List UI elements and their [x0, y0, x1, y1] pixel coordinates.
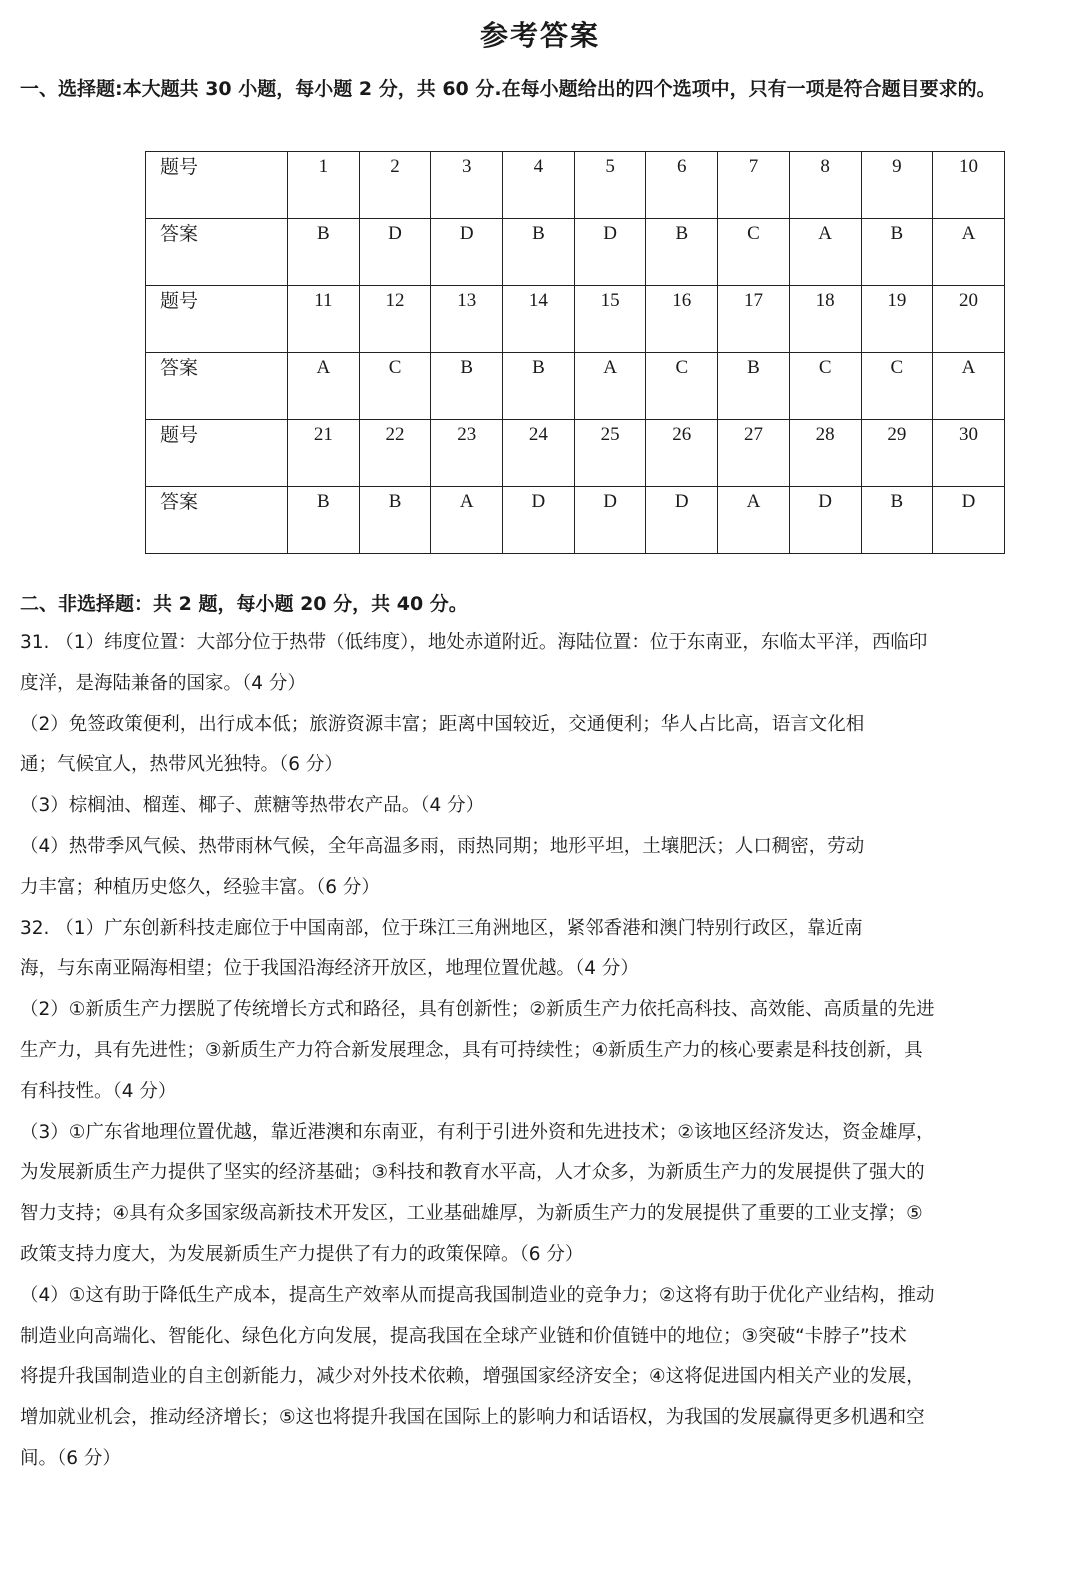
- answer-line: 制造业向高端化、智能化、绿色化方向发展，提高我国在全球产业链和价值链中的地位；③突破“卡脖子”技术: [20, 1325, 907, 1347]
- table-cell: B: [503, 219, 575, 286]
- answer-line: 智力支持；④具有众多国家级高新技术开发区，工业基础雄厚，为新质生产力的发展提供了重要的工业支撑；⑤: [20, 1203, 923, 1225]
- answer-line: 增加就业机会，推动经济增长；⑤这也将提升我国在国际上的影响力和话语权，为我国的发展赢得更多机遇和空: [20, 1407, 925, 1429]
- table-cell: D: [431, 219, 503, 286]
- row-label: 题号: [146, 420, 288, 487]
- table-cell: C: [718, 219, 790, 286]
- table-cell: 8: [789, 152, 861, 219]
- answer-line: 间。（6 分）: [20, 1447, 121, 1469]
- answer-table: [145, 151, 1005, 554]
- table-cell: 19: [861, 286, 933, 353]
- table-cell: A: [933, 219, 1005, 286]
- answer-line: 生产力，具有先进性；③新质生产力符合新发展理念，具有可持续性；④新质生产力的核心要素是科技创新，具: [20, 1039, 923, 1061]
- table-cell: B: [718, 353, 790, 420]
- table-cell: C: [861, 353, 933, 420]
- table-cell: 20: [933, 286, 1005, 353]
- table-row: [146, 353, 1005, 420]
- table-cell: 24: [503, 420, 575, 487]
- answer-line: 海，与东南亚隔海相望；位于我国沿海经济开放区，地理位置优越。（4 分）: [20, 958, 639, 980]
- table-cell: 21: [288, 420, 360, 487]
- answer-line: （4）①这有助于降低生产成本，提高生产效率从而提高我国制造业的竞争力；②这将有助于优化产业结构，推动: [20, 1284, 935, 1306]
- answer-line: 力丰富；种植历史悠久，经验丰富。（6 分）: [20, 876, 380, 898]
- answer-line: （3）棕榈油、榴莲、椰子、蔗糖等热带农产品。（4 分）: [20, 795, 485, 817]
- table-cell: 6: [646, 152, 718, 219]
- table-cell: 10: [933, 152, 1005, 219]
- table-cell: 29: [861, 420, 933, 487]
- table-cell: 12: [359, 286, 431, 353]
- row-label: 题号: [146, 286, 288, 353]
- table-cell: 11: [288, 286, 360, 353]
- table-cell: 2: [359, 152, 431, 219]
- answer-line: 度洋，是海陆兼备的国家。（4 分）: [20, 672, 306, 694]
- table-cell: B: [861, 219, 933, 286]
- table-cell: D: [574, 487, 646, 554]
- table-cell: A: [718, 487, 790, 554]
- table-cell: C: [359, 353, 431, 420]
- answer-line: 有科技性。（4 分）: [20, 1080, 177, 1102]
- table-cell: A: [789, 219, 861, 286]
- answer-line: （4）热带季风气候、热带雨林气候，全年高温多雨，雨热同期；地形平坦，土壤肥沃；人口稠密，劳动: [20, 835, 865, 857]
- table-cell: 18: [789, 286, 861, 353]
- answer-line: 将提升我国制造业的自主创新能力，减少对外技术依赖，增强国家经济安全；④这将促进国内相关产业的发展，: [20, 1366, 925, 1388]
- table-cell: C: [789, 353, 861, 420]
- row-label: 答案: [146, 487, 288, 554]
- answer-line: （2）免签政策便利，出行成本低；旅游资源丰富；距离中国较近，交通便利；华人占比高，语言文化相: [20, 713, 865, 735]
- table-cell: 15: [574, 286, 646, 353]
- answer-line: 31. （1）纬度位置：大部分位于热带（低纬度），地处赤道附近。海陆位置：位于东南亚，东临太平洋，西临印: [20, 632, 928, 653]
- table-cell: 13: [431, 286, 503, 353]
- table-cell: B: [359, 487, 431, 554]
- table-cell: 5: [574, 152, 646, 219]
- table-cell: 16: [646, 286, 718, 353]
- row-label: 答案: [146, 219, 288, 286]
- table-cell: 9: [861, 152, 933, 219]
- table-cell: B: [503, 353, 575, 420]
- table-cell: D: [359, 219, 431, 286]
- table-cell: B: [288, 219, 360, 286]
- page-title: 参考答案: [479, 19, 600, 52]
- answer-line: 32. （1）广东创新科技走廊位于中国南部，位于珠江三角洲地区，紧邻香港和澳门特别行政区，靠近南: [20, 917, 863, 939]
- table-cell: 23: [431, 420, 503, 487]
- table-cell: D: [789, 487, 861, 554]
- answer-line: （3）①广东省地理位置优越，靠近港澳和东南亚，有利于引进外资和先进技术；②该地区经济发达，资金雄厚，: [20, 1121, 935, 1143]
- table-cell: D: [503, 487, 575, 554]
- answer-line: 政策支持力度大，为发展新质生产力提供了有力的政策保障。（6 分）: [20, 1243, 584, 1265]
- table-cell: 1: [288, 152, 360, 219]
- table-cell: D: [646, 487, 718, 554]
- answer-line: 为发展新质生产力提供了坚实的经济基础；③科技和教育水平高，人才众多，为新质生产力的发展提供了强大的: [20, 1162, 925, 1184]
- table-row: [146, 152, 1005, 219]
- table-cell: 26: [646, 420, 718, 487]
- table-cell: D: [574, 219, 646, 286]
- table-cell: B: [646, 219, 718, 286]
- table-cell: 7: [718, 152, 790, 219]
- answer-body: [20, 623, 1065, 1480]
- table-cell: A: [431, 487, 503, 554]
- section1-heading: 一、选择题:本大题共 30 小题，每小题 2 分，共 60 分.在每小题给出的四个选项中，只有一项是符合题目要求的。: [20, 78, 996, 100]
- table-cell: 22: [359, 420, 431, 487]
- table-cell: 27: [718, 420, 790, 487]
- table-cell: A: [288, 353, 360, 420]
- table-cell: B: [431, 353, 503, 420]
- table-row: [146, 286, 1005, 353]
- row-label: 答案: [146, 353, 288, 420]
- table-cell: 4: [503, 152, 575, 219]
- table-cell: 25: [574, 420, 646, 487]
- table-cell: 28: [789, 420, 861, 487]
- table-cell: 30: [933, 420, 1005, 487]
- row-label: 题号: [146, 152, 288, 219]
- table-row: [146, 219, 1005, 286]
- table-row: [146, 487, 1005, 554]
- table-cell: A: [933, 353, 1005, 420]
- table-cell: C: [646, 353, 718, 420]
- table-cell: 17: [718, 286, 790, 353]
- table-row: [146, 420, 1005, 487]
- section2-heading: 二、非选择题：共 2 题，每小题 20 分，共 40 分。: [20, 593, 468, 615]
- answer-line: （2）①新质生产力摆脱了传统增长方式和路径，具有创新性；②新质生产力依托高科技、高效能、高质量的先进: [20, 999, 935, 1021]
- table-cell: D: [933, 487, 1005, 554]
- table-cell: B: [861, 487, 933, 554]
- table-cell: A: [574, 353, 646, 420]
- answer-line: 通；气候宜人，热带风光独特。（6 分）: [20, 754, 343, 776]
- table-cell: 14: [503, 286, 575, 353]
- table-cell: 3: [431, 152, 503, 219]
- table-cell: B: [288, 487, 360, 554]
